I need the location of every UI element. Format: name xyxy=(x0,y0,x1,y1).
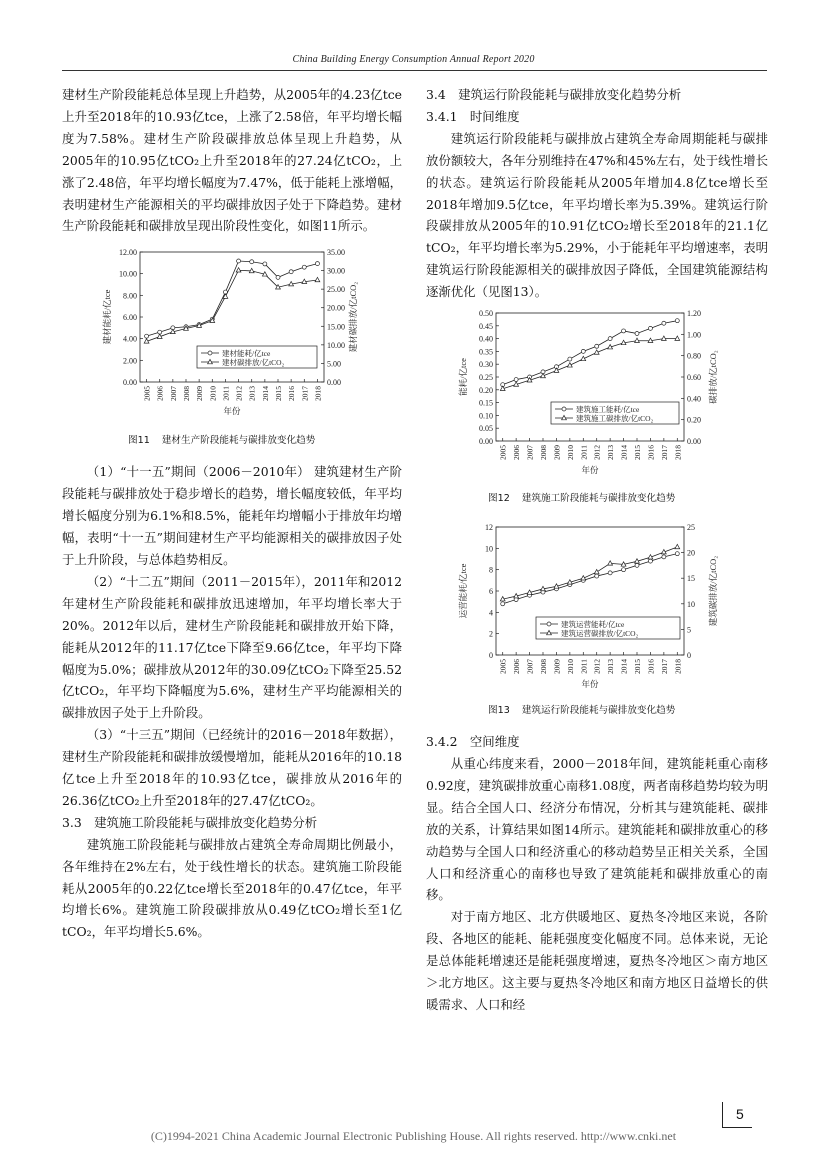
x-tick-label: 2006 xyxy=(155,386,165,402)
data-point-circle xyxy=(237,259,241,263)
left-tick-label: 6 xyxy=(489,587,493,597)
left-tick-label: 6.00 xyxy=(123,313,137,323)
left-tick-label: 0.30 xyxy=(479,360,493,370)
x-tick-label: 2016 xyxy=(646,659,656,675)
right-tick-label: 0.00 xyxy=(327,378,341,388)
left-tick-label: 0.50 xyxy=(479,309,493,319)
x-tick-label: 2017 xyxy=(659,659,669,675)
left-tick-label: 0.25 xyxy=(479,373,493,383)
x-tick-label: 2011 xyxy=(579,445,589,460)
x-tick-label: 2006 xyxy=(512,445,522,461)
figure-11-caption-text: 建材生产阶段能耗与碳排放变化趋势 xyxy=(161,435,316,447)
left-tick-label: 12 xyxy=(485,523,493,533)
x-tick-label: 2018 xyxy=(313,386,323,402)
left-tick-label: 4 xyxy=(489,608,493,618)
x-tick-label: 2010 xyxy=(208,386,218,402)
data-point-triangle xyxy=(315,278,320,282)
right-tick-label: 20 xyxy=(687,548,695,558)
section-heading-3-4-1: 3.4.1 时间维度 xyxy=(426,108,520,124)
data-point-circle xyxy=(608,337,612,341)
x-tick-label: 2008 xyxy=(539,659,548,675)
data-point-triangle xyxy=(608,561,613,565)
figure-11-chart xyxy=(62,239,402,427)
x-tick-label: 2005 xyxy=(498,445,508,461)
right-tick-label: 15.00 xyxy=(327,322,345,332)
x-tick-label: 2014 xyxy=(260,386,270,402)
x-tick-label: 2013 xyxy=(606,659,616,675)
data-point-circle xyxy=(608,571,612,575)
x-tick-label: 2007 xyxy=(525,445,535,461)
paragraph-11th-five-year: （1）“十一五”期间（2006－2010年） 建筑建材生产阶段能耗与碳排放处于稳步增长的趋势，增长幅度较低，年平均增长幅度分别为6.1%和8.5%，能耗年均增幅小于排放年均增幅，表明“十一五”期间建材生产平均能源相关的碳排放因子处于上升阶段，与总体趋势相反。 xyxy=(62,464,402,567)
right-tick-label: 5.00 xyxy=(327,359,341,369)
x-tick-label: 2007 xyxy=(168,386,178,402)
figure-13-caption xyxy=(426,701,768,721)
data-point-circle xyxy=(595,574,599,578)
data-point-circle xyxy=(501,602,505,606)
right-tick-label: 0.80 xyxy=(687,351,701,361)
figure-13-caption-text: 建筑运行阶段能耗与碳排放变化趋势 xyxy=(521,705,676,717)
header-rule xyxy=(62,70,767,71)
paragraph-13th-five-year: （3）“十三五”期间（已经统计的2016－2018年数据），建材生产阶段能耗和碳排放缓慢增加，能耗从2016年的10.18亿tce上升至2018年的10.93亿tce，碳排放从2016年的26.36亿tCO₂上升至2018年的27.47亿tCO₂。 xyxy=(62,727,402,808)
data-point-triangle xyxy=(675,544,680,548)
page-number: 5 xyxy=(736,1106,744,1122)
chart-legend xyxy=(536,617,680,639)
data-point-circle xyxy=(675,319,679,323)
left-tick-label: 4.00 xyxy=(123,335,137,345)
legend-label: 建筑运营碳排放/亿tCO₂ xyxy=(561,629,639,639)
figure-12-caption xyxy=(426,489,768,509)
figure-12-caption-text: 建筑施工阶段能耗与碳排放变化趋势 xyxy=(521,493,676,505)
right-tick-label: 0.40 xyxy=(687,394,701,404)
x-tick-label: 2018 xyxy=(673,659,683,675)
chart-legend xyxy=(551,402,679,424)
x-tick-label: 2017 xyxy=(659,445,669,461)
figure-12-caption-number: 图12 xyxy=(488,493,510,505)
right-tick-label: 5 xyxy=(687,625,691,635)
data-point-triangle xyxy=(236,268,241,272)
legend-marker-circle xyxy=(562,407,566,411)
data-point-circle xyxy=(250,260,254,264)
section-heading-3-4-2: 3.4.2 空间维度 xyxy=(426,734,520,750)
running-header: China Building Energy Consumption Annual Report 2020 xyxy=(292,54,535,65)
x-tick-label: 2012 xyxy=(592,445,602,461)
legend-label: 建筑施工能耗/亿tce xyxy=(576,405,640,415)
right-axis-title: 碳排放/亿tCO₂ xyxy=(708,350,718,404)
legend-marker-circle xyxy=(208,351,212,355)
left-tick-label: 2.00 xyxy=(123,356,137,366)
chart-legend xyxy=(197,346,317,368)
paragraph-regional-comparison: 对于南方地区、北方供暖地区、夏热冬冷地区来说，各阶段、各地区的能耗、能耗强度变化幅度不同。总体来说，无论是总体能耗增速还是能耗强度增速，夏热冬冷地区＞南方地区＞北方地区。这主要与夏热冬冷地区和南方地区日益增长的供暖需求、人口和经 xyxy=(426,909,768,1012)
data-point-circle xyxy=(648,559,652,563)
right-tick-label: 20.00 xyxy=(327,304,345,314)
x-tick-label: 2006 xyxy=(512,659,522,675)
data-point-triangle xyxy=(635,338,640,342)
right-tick-label: 0 xyxy=(687,651,691,661)
section-heading-3-3: 3.3 建筑施工阶段能耗与碳排放变化趋势分析 xyxy=(62,814,318,830)
data-point-circle xyxy=(302,266,306,270)
left-tick-label: 10 xyxy=(485,544,493,554)
x-tick-label: 2010 xyxy=(565,445,575,461)
x-tick-label: 2010 xyxy=(565,659,575,675)
x-axis-title: 年份 xyxy=(581,465,599,476)
x-tick-label: 2008 xyxy=(182,386,191,402)
paragraph-12th-five-year: （2）“十二五”期间（2011－2015年），2011年和2012年建材生产阶段能耗和碳排放迅速增加，年平均增长率大于20%。2012年以后，建材生产阶段能耗和碳排放开始下降，能耗从2012年的11.17亿tce下降至9.66亿tce，年平均下降幅度为5.0%；碳排放从2012年的30.09亿tCO₂下降至25.52亿tCO₂，年平均下降幅度为5.6%，建材生产平均能源相关的碳排放因子处于上升阶段。 xyxy=(62,573,402,721)
x-tick-label: 2012 xyxy=(234,386,244,402)
right-tick-label: 10.00 xyxy=(327,341,345,351)
x-axis-title: 年份 xyxy=(581,679,599,690)
right-axis-title: 建筑碳排放/亿tCO₂ xyxy=(708,555,718,627)
right-tick-label: 15 xyxy=(687,574,695,584)
data-point-circle xyxy=(648,326,652,330)
left-axis-title: 建材能耗/亿tce xyxy=(102,289,112,345)
x-tick-label: 2011 xyxy=(579,659,589,674)
right-tick-label: 0.20 xyxy=(687,415,701,425)
x-tick-label: 2013 xyxy=(247,386,257,402)
x-tick-label: 2011 xyxy=(221,386,231,402)
data-point-circle xyxy=(662,321,666,325)
left-tick-label: 8.00 xyxy=(123,291,137,301)
data-point-circle xyxy=(263,262,267,266)
paragraph-construction-stage: 建筑施工阶段能耗与碳排放占建筑全寿命周期比例最小，各年维持在2%左右，处于线性增长的状态。建筑施工阶段能耗从2005年的0.22亿tce增长至2018年的0.47亿tce，年平均增长6%。建筑施工阶段碳排放从0.49亿tCO₂增长至1亿tCO₂，年平均增长5.6%。 xyxy=(62,836,402,940)
left-column xyxy=(62,84,402,943)
left-tick-label: 0.00 xyxy=(479,437,493,447)
x-tick-label: 2016 xyxy=(287,386,297,402)
data-point-circle xyxy=(315,262,319,266)
x-tick-label: 2009 xyxy=(552,445,562,461)
left-tick-label: 10.00 xyxy=(119,270,137,280)
legend-label: 建材能耗/亿tce xyxy=(222,349,271,359)
x-tick-label: 2007 xyxy=(525,659,535,675)
paragraph-building-materials-summary: 建材生产阶段能耗总体呈现上升趋势，从2005年的4.23亿tce上升至2018年的10.93亿tce，上涨了2.58倍，年平均增长幅度为7.58%。建材生产阶段碳排放总体呈现上升趋势，从2005年的10.95亿tCO₂上升至2018年的27.24亿tCO₂，上涨了2.48倍，年平均增长幅度为7.47%，低于能耗上涨增幅，表明建材生产能源相关的平均碳排放因子处于下降趋势。建材生产阶段能耗和碳排放呈现出阶段性变化，如图11所示。 xyxy=(62,87,402,234)
data-point-circle xyxy=(635,332,639,336)
data-point-circle xyxy=(289,270,293,274)
x-tick-label: 2013 xyxy=(606,445,616,461)
left-tick-label: 0.20 xyxy=(479,385,493,395)
right-tick-label: 25.00 xyxy=(327,285,345,295)
figure-12-chart xyxy=(426,305,768,485)
left-tick-label: 0.45 xyxy=(479,321,493,331)
left-tick-label: 0.40 xyxy=(479,334,493,344)
right-tick-label: 1.00 xyxy=(687,330,701,340)
data-point-circle xyxy=(568,357,572,361)
data-point-circle xyxy=(622,329,626,333)
figure-13-caption-number: 图13 xyxy=(488,705,510,717)
left-tick-label: 0.05 xyxy=(479,424,493,434)
left-tick-label: 0.35 xyxy=(479,347,493,357)
data-point-circle xyxy=(514,378,518,382)
data-point-circle xyxy=(622,568,626,572)
x-tick-label: 2017 xyxy=(300,386,310,402)
right-column xyxy=(426,84,768,1016)
x-tick-label: 2005 xyxy=(142,386,152,402)
data-point-circle xyxy=(675,552,679,556)
data-point-triangle xyxy=(594,570,599,574)
right-tick-label: 35.00 xyxy=(327,248,345,258)
legend-label: 建筑施工碳排放/亿tCO₂ xyxy=(576,414,654,424)
right-tick-label: 0.60 xyxy=(687,373,701,383)
left-tick-label: 8 xyxy=(489,565,493,575)
x-tick-label: 2005 xyxy=(498,659,508,675)
x-tick-label: 2012 xyxy=(592,659,602,675)
paragraph-operation-time-dimension: 建筑运行阶段能耗与碳排放占建筑全寿命周期能耗与碳排放份额较大，各年分别维持在47%和45%左右，处于线性增长的状态。建筑运行阶段能耗从2005年增加4.8亿tce增长至2018年增加9.5亿tce，年平均增长率为5.39%。建筑运行阶段碳排放从2005年的10.91亿tCO₂增长至2018年的21.1亿tCO₂，年平均增长率为5.29%，小于能耗年平均增速率，表明建筑运行阶段能源相关的碳排放因子降低，全国建筑能源结构逐渐优化（见图13）。 xyxy=(426,130,768,300)
x-tick-label: 2015 xyxy=(633,445,642,461)
x-tick-label: 2009 xyxy=(552,659,562,675)
left-tick-label: 0.00 xyxy=(123,378,137,388)
x-tick-label: 2014 xyxy=(619,659,629,675)
left-tick-label: 0 xyxy=(489,651,493,661)
right-tick-label: 30.00 xyxy=(327,266,345,276)
left-tick-label: 0.15 xyxy=(479,398,493,408)
right-tick-label: 0.00 xyxy=(687,437,701,447)
x-tick-label: 2015 xyxy=(274,386,283,402)
figure-11-caption-number: 图11 xyxy=(128,435,150,447)
page-number-rule xyxy=(722,1102,723,1128)
page-number-rule-bottom xyxy=(722,1127,752,1128)
data-point-circle xyxy=(595,344,599,348)
x-axis-title: 年份 xyxy=(223,406,241,417)
x-tick-label: 2015 xyxy=(633,659,642,675)
data-point-circle xyxy=(145,335,149,339)
x-tick-label: 2008 xyxy=(539,445,548,461)
left-axis-title: 能耗/亿tce xyxy=(458,358,468,396)
right-tick-label: 25 xyxy=(687,523,695,533)
right-tick-label: 1.20 xyxy=(687,309,701,319)
section-heading-3-4: 3.4 建筑运行阶段能耗与碳排放变化趋势分析 xyxy=(426,87,682,102)
legend-label: 建筑运营能耗/亿tce xyxy=(561,620,625,630)
right-axis-title: 建材碳排放/亿tCO₂ xyxy=(348,282,358,353)
left-tick-label: 12.00 xyxy=(119,248,137,258)
left-tick-label: 2 xyxy=(489,629,493,639)
legend-label: 建材碳排放/亿tCO₂ xyxy=(222,358,285,368)
data-point-circle xyxy=(276,276,280,280)
data-point-circle xyxy=(635,563,639,567)
legend-marker-circle xyxy=(547,622,551,626)
x-tick-label: 2009 xyxy=(195,386,205,402)
footer-copyright: (C)1994-2021 China Academic Journal Electronic Publishing House. All rights reserved. http://www.cnki.net xyxy=(150,1129,677,1143)
data-point-circle xyxy=(581,349,585,353)
x-tick-label: 2018 xyxy=(673,445,683,461)
figure-11-caption xyxy=(62,431,402,451)
paragraph-spatial-dimension: 从重心纬度来看，2000－2018年间，建筑能耗重心南移0.92度，建筑碳排放重心南移1.08度，两者南移趋势均较为明显。结合全国人口、经济分布情况，分析其与建筑能耗、碳排放的关系，计算结果如图14所示。建筑能耗和碳排放重心的移动趋势与全国人口和经济重心的移动趋势呈正相关关系，全国人口和经济重心的南移也导致了建筑能耗和碳排放重心的南移。 xyxy=(426,755,768,903)
right-tick-label: 10 xyxy=(687,599,695,609)
x-tick-label: 2016 xyxy=(646,445,656,461)
x-tick-label: 2014 xyxy=(619,445,629,461)
left-axis-title: 运营能耗/亿tce xyxy=(458,563,468,619)
left-tick-label: 0.10 xyxy=(479,411,493,421)
data-point-circle xyxy=(662,555,666,559)
figure-13-chart xyxy=(426,519,768,697)
